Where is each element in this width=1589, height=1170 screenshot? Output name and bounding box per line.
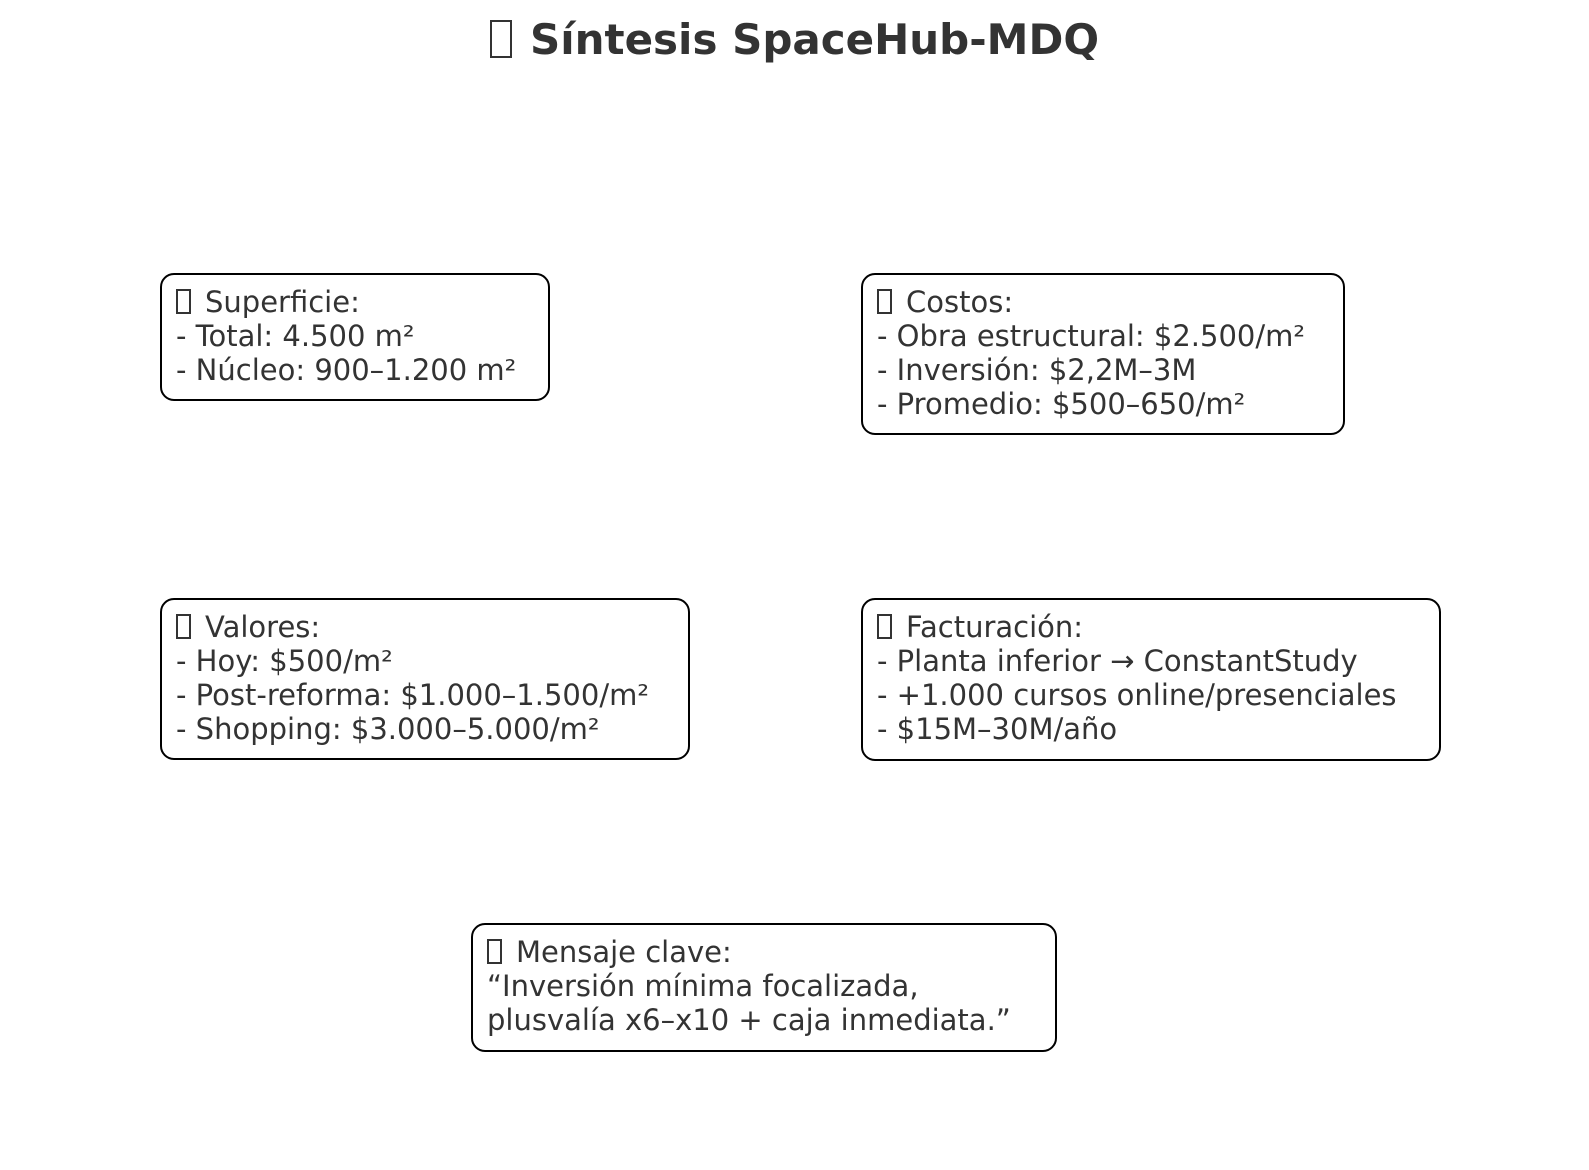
missing-glyph-icon <box>877 614 892 639</box>
mensaje-line: plusvalía x6–x10 + caja inmediata.” <box>487 1003 1011 1037</box>
valores-line: - Shopping: $3.000–5.000/m² <box>176 712 600 746</box>
valores-line: - Post-reforma: $1.000–1.500/m² <box>176 678 649 712</box>
valores-box <box>160 598 690 760</box>
superficie-line: - Núcleo: 900–1.200 m² <box>176 353 517 387</box>
missing-glyph-icon <box>176 614 191 639</box>
costos-heading: Costos: <box>906 285 1014 319</box>
missing-glyph-icon <box>877 289 892 314</box>
facturacion-line: - Planta inferior → ConstantStudy <box>877 644 1358 678</box>
valores-line: - Hoy: $500/m² <box>176 644 393 678</box>
missing-glyph-icon <box>490 20 512 58</box>
valores-heading: Valores: <box>205 610 321 644</box>
facturacion-box <box>861 598 1441 761</box>
facturacion-line: - +1.000 cursos online/presenciales <box>877 678 1397 712</box>
superficie-heading-row <box>176 285 534 319</box>
costos-heading-row <box>877 285 1329 319</box>
mensaje-clave-box <box>471 923 1057 1052</box>
superficie-box <box>160 273 550 401</box>
costos-box <box>861 273 1345 435</box>
mensaje-heading: Mensaje clave: <box>516 935 732 969</box>
mensaje-line: “Inversión mínima focalizada, <box>487 969 919 1003</box>
facturacion-heading-row <box>877 610 1425 644</box>
facturacion-line: - $15M–30M/año <box>877 712 1118 746</box>
title-text: Síntesis SpaceHub-MDQ <box>529 15 1100 64</box>
superficie-heading: Superficie: <box>205 285 360 319</box>
missing-glyph-icon <box>487 939 502 964</box>
mensaje-heading-row <box>487 935 1041 969</box>
facturacion-heading: Facturación: <box>906 610 1084 644</box>
costos-line: - Obra estructural: $2.500/m² <box>877 319 1306 353</box>
costos-line: - Promedio: $500–650/m² <box>877 387 1246 421</box>
superficie-line: - Total: 4.500 m² <box>176 319 415 353</box>
diagram-title <box>0 12 1589 68</box>
costos-line: - Inversión: $2,2M–3M <box>877 353 1197 387</box>
valores-heading-row <box>176 610 674 644</box>
missing-glyph-icon <box>176 289 191 314</box>
